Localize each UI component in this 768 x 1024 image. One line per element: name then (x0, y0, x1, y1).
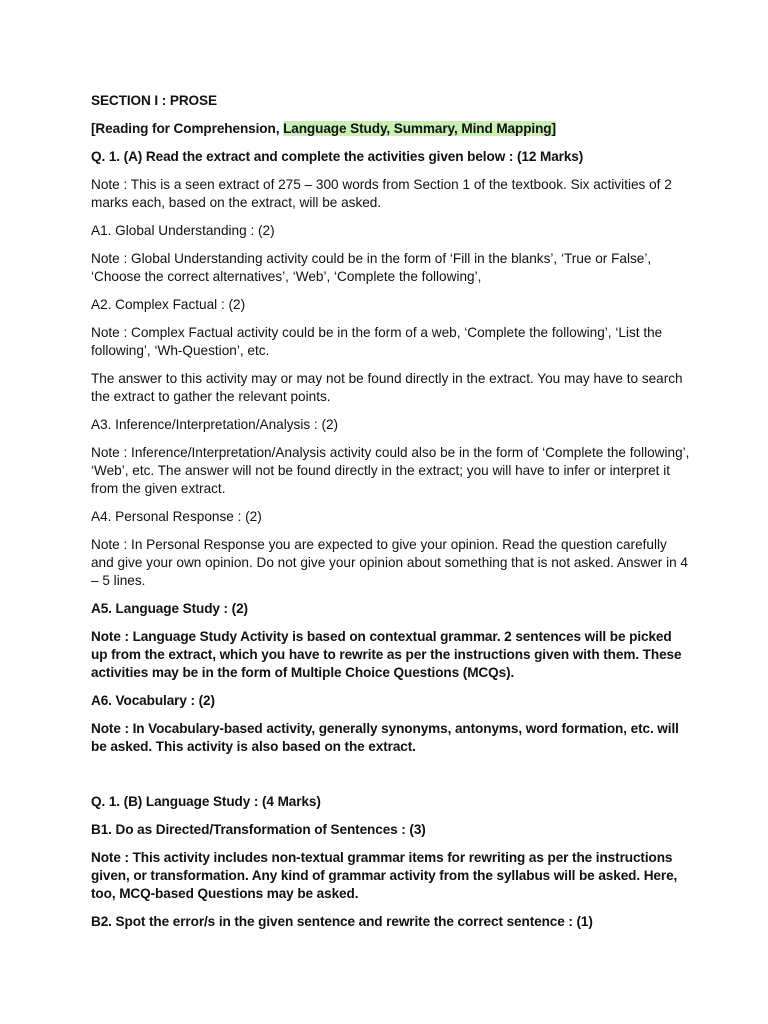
activity-heading: A3. Inference/Interpretation/Analysis : (2) (91, 417, 339, 432)
question-heading: Q. 1. (B) Language Study : (4 Marks) (91, 794, 321, 809)
note-paragraph: Note : Complex Factual activity could be in the form of a web, ‘Complete the following’, ‘List the following’, ‘Wh-Question’, etc. (91, 325, 663, 358)
note-paragraph: Note : This is a seen extract of 275 – 300 words from Section 1 of the textbook. Six activities of 2 marks each, based on the extract, will be asked. (91, 177, 672, 210)
subtitle-prefix: [Reading for Comprehension, (91, 121, 284, 136)
section-subtitle (91, 120, 691, 138)
activity-heading-bold: A6. Vocabulary : (2) (91, 693, 215, 708)
note-paragraph: Note : Global Understanding activity could be in the form of ‘Fill in the blanks’, ‘True or False’, ‘Choose the correct alternatives’, ‘Web’, ‘Complete the following’, (91, 251, 652, 284)
section-title: SECTION I : PROSE (91, 93, 217, 108)
activity-heading-bold: B1. Do as Directed/Transformation of Sentences : (3) (91, 822, 426, 837)
note-paragraph-bold: Note : Language Study Activity is based on contextual grammar. 2 sentences will be picked up from the extract, which you have to rewrite as per the instructions given with them. These activities may be in the form of Multiple Choice Questions (MCQs). (91, 629, 682, 680)
activity-heading-bold: B2. Spot the error/s in the given sentence and rewrite the correct sentence : (1) (91, 914, 593, 929)
activity-heading: A2. Complex Factual : (2) (91, 297, 246, 312)
activity-heading: A4. Personal Response : (2) (91, 509, 262, 524)
note-paragraph-bold: Note : In Vocabulary-based activity, generally synonyms, antonyms, word formation, etc. will be asked. This activity is also based on the extract. (91, 721, 679, 754)
document-body (91, 92, 691, 931)
note-paragraph: Note : In Personal Response you are expected to give your opinion. Read the question carefully and give your own opinion. Do not give your opinion about something that is not asked. Answer in 4 – 5 lines. (91, 537, 688, 588)
activity-heading-bold: A5. Language Study : (2) (91, 601, 248, 616)
subtitle-highlight: Language Study, Summary, Mind Mapping] (283, 121, 556, 136)
question-heading: Q. 1. (A) Read the extract and complete the activities given below : (12 Marks) (91, 149, 584, 164)
note-paragraph: Note : Inference/Interpretation/Analysis activity could also be in the form of ‘Complete the following’, ‘Web’, etc. The answer will not be found directly in the extract; you will have to infer or interpret it from the given extract. (91, 445, 690, 496)
note-paragraph-bold: Note : This activity includes non-textual grammar items for rewriting as per the instructions given, or transformation. Any kind of grammar activity from the syllabus will be asked. Here, too, MCQ-based Questions may be asked. (91, 850, 678, 901)
body-paragraph: The answer to this activity may or may not be found directly in the extract. You may have to search the extract to gather the relevant points. (91, 371, 683, 404)
activity-heading: A1. Global Understanding : (2) (91, 223, 275, 238)
